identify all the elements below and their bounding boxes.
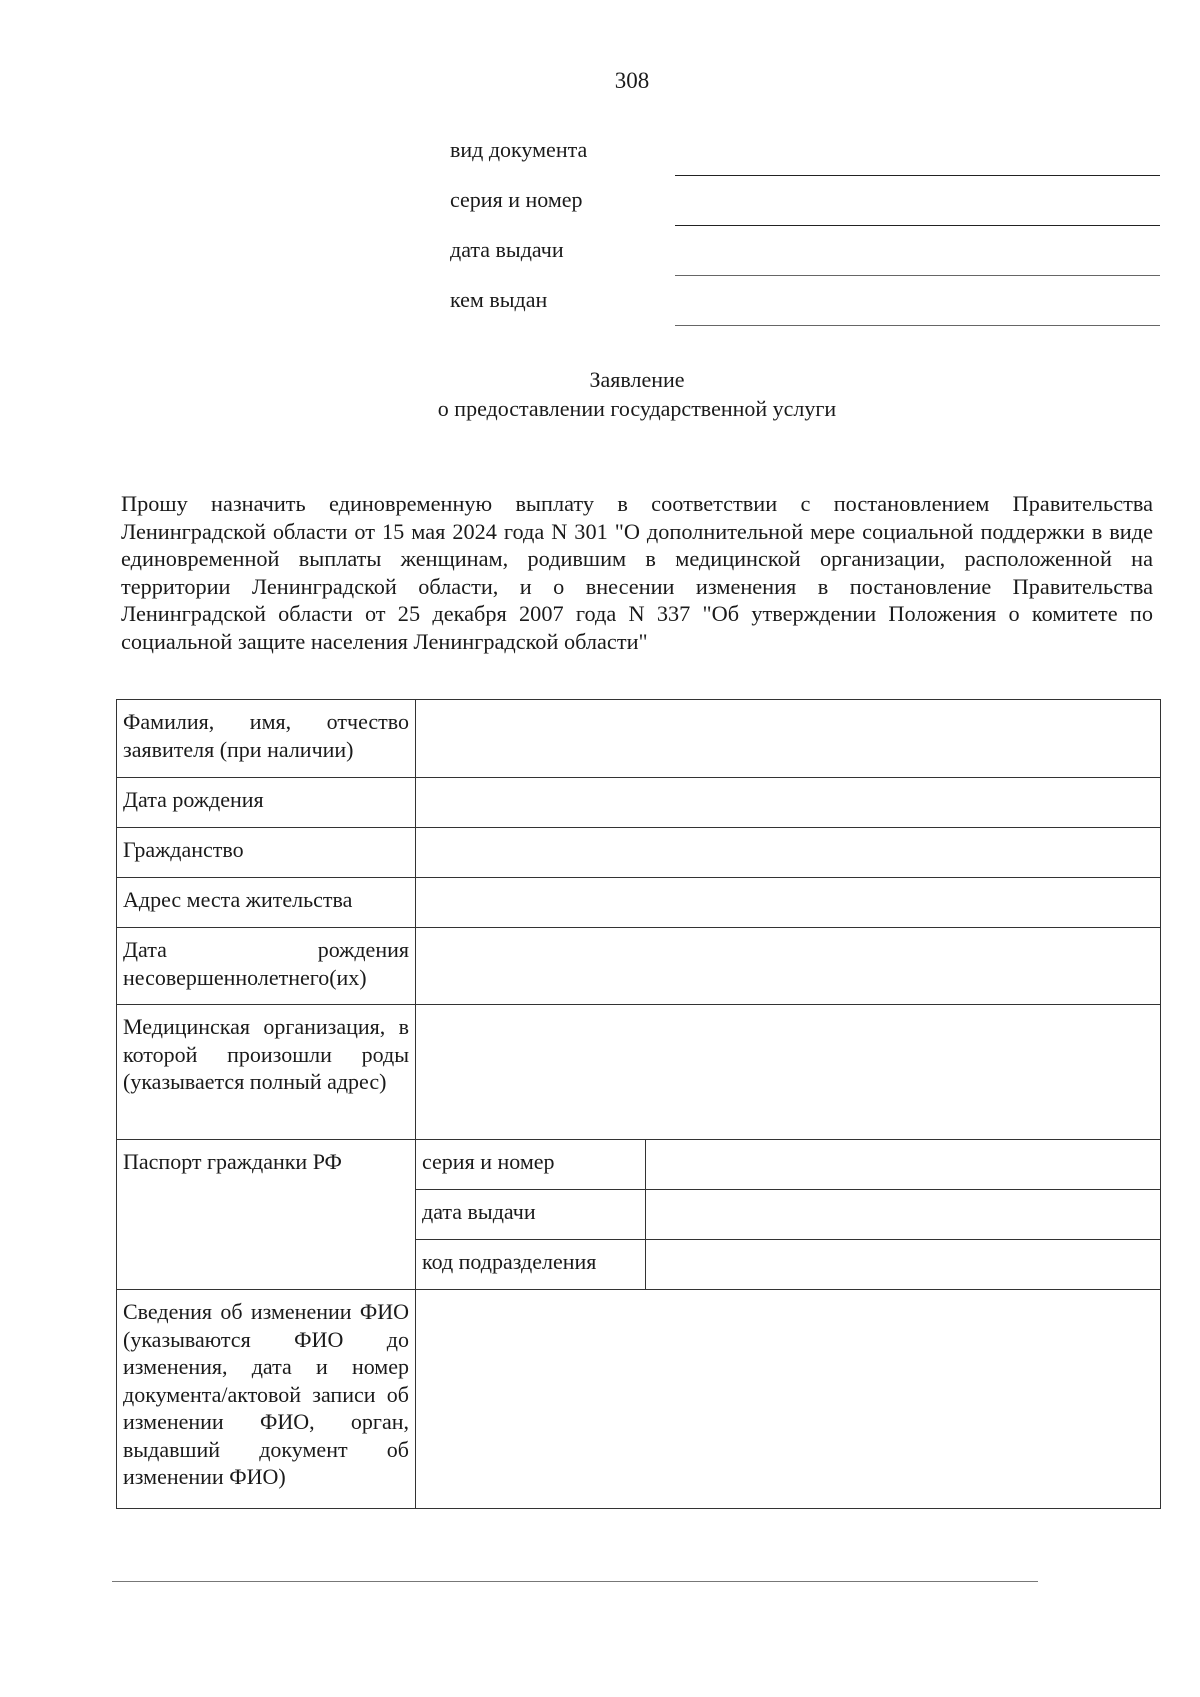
medical-organization-label: Медицинская организация, в которой произошли роды (указывается полный адрес) <box>117 1005 416 1140</box>
birth-date-label: Дата рождения <box>117 778 416 828</box>
application-title: Заявление <box>589 367 685 392</box>
footer-divider <box>112 1581 1038 1582</box>
minor-birth-date-label: Дата рождения несовершеннолетнего(их) <box>117 928 416 1005</box>
address-label: Адрес места жительства <box>117 878 416 928</box>
document-type-line[interactable] <box>675 175 1160 176</box>
table-row <box>117 928 1161 1005</box>
table-row <box>117 828 1161 878</box>
full-name-label: Фамилия, имя, отчество заявителя (при наличии) <box>117 700 416 778</box>
document-issue-date-label: дата выдачи <box>450 237 564 262</box>
citizenship-value[interactable] <box>416 828 1161 878</box>
table-row <box>117 778 1161 828</box>
applicant-form-table <box>116 699 1161 1509</box>
name-change-value[interactable] <box>416 1290 1161 1509</box>
address-value[interactable] <box>416 878 1161 928</box>
passport-division-code-label: код подразделения <box>416 1240 646 1290</box>
name-change-label: Сведения об изменении ФИО (указываются ФИО до изменения, дата и номер документа/актовой записи об изменении ФИО, орган, выдавший документ об изменении ФИО) <box>117 1290 416 1509</box>
table-row <box>117 1290 1161 1509</box>
document-type-label: вид документа <box>450 137 588 162</box>
document-issuer-line[interactable] <box>675 325 1160 326</box>
document-issue-date-row <box>450 237 1160 287</box>
document-issuer-row <box>450 287 1160 337</box>
birth-date-value[interactable] <box>416 778 1161 828</box>
minor-birth-date-value[interactable] <box>416 928 1161 1005</box>
table-row <box>117 878 1161 928</box>
medical-organization-value[interactable] <box>416 1005 1161 1140</box>
full-name-value[interactable] <box>416 700 1161 778</box>
page-number: 308 <box>614 68 650 93</box>
passport-series-label: серия и номер <box>416 1140 646 1190</box>
document-type-row <box>450 137 1160 187</box>
document-issue-date-line[interactable] <box>675 275 1160 276</box>
document-series-row <box>450 187 1160 237</box>
document-series-line[interactable] <box>675 225 1160 226</box>
document-fields <box>450 137 1160 337</box>
document-series-label: серия и номер <box>450 187 583 212</box>
passport-division-code-value[interactable] <box>646 1240 1161 1290</box>
table-row <box>117 1140 1161 1190</box>
passport-label: Паспорт гражданки РФ <box>117 1140 416 1290</box>
passport-issue-date-value[interactable] <box>646 1190 1161 1240</box>
request-paragraph: Прошу назначить единовременную выплату в соответствии с постановлением Правительства Ленинградской области от 15 мая 2024 года N 301 "О дополнительной мере социальной поддержки в виде единовременной выплаты женщинам, родившим в медицинской организации, расположенной на территории Ленинградской области, и о внесении изменения в постановление Правительства Ленинградской области от 25 декабря 2007 года N 337 "Об утверждении Положения о комитете по социальной защите населения Ленинградской области" <box>121 491 1153 654</box>
application-subtitle: о предоставлении государственной услуги <box>437 396 837 421</box>
document-issuer-label: кем выдан <box>450 287 548 312</box>
passport-series-value[interactable] <box>646 1140 1161 1190</box>
table-row <box>117 700 1161 778</box>
citizenship-label: Гражданство <box>117 828 416 878</box>
table-row <box>117 1005 1161 1140</box>
passport-issue-date-label: дата выдачи <box>416 1190 646 1240</box>
